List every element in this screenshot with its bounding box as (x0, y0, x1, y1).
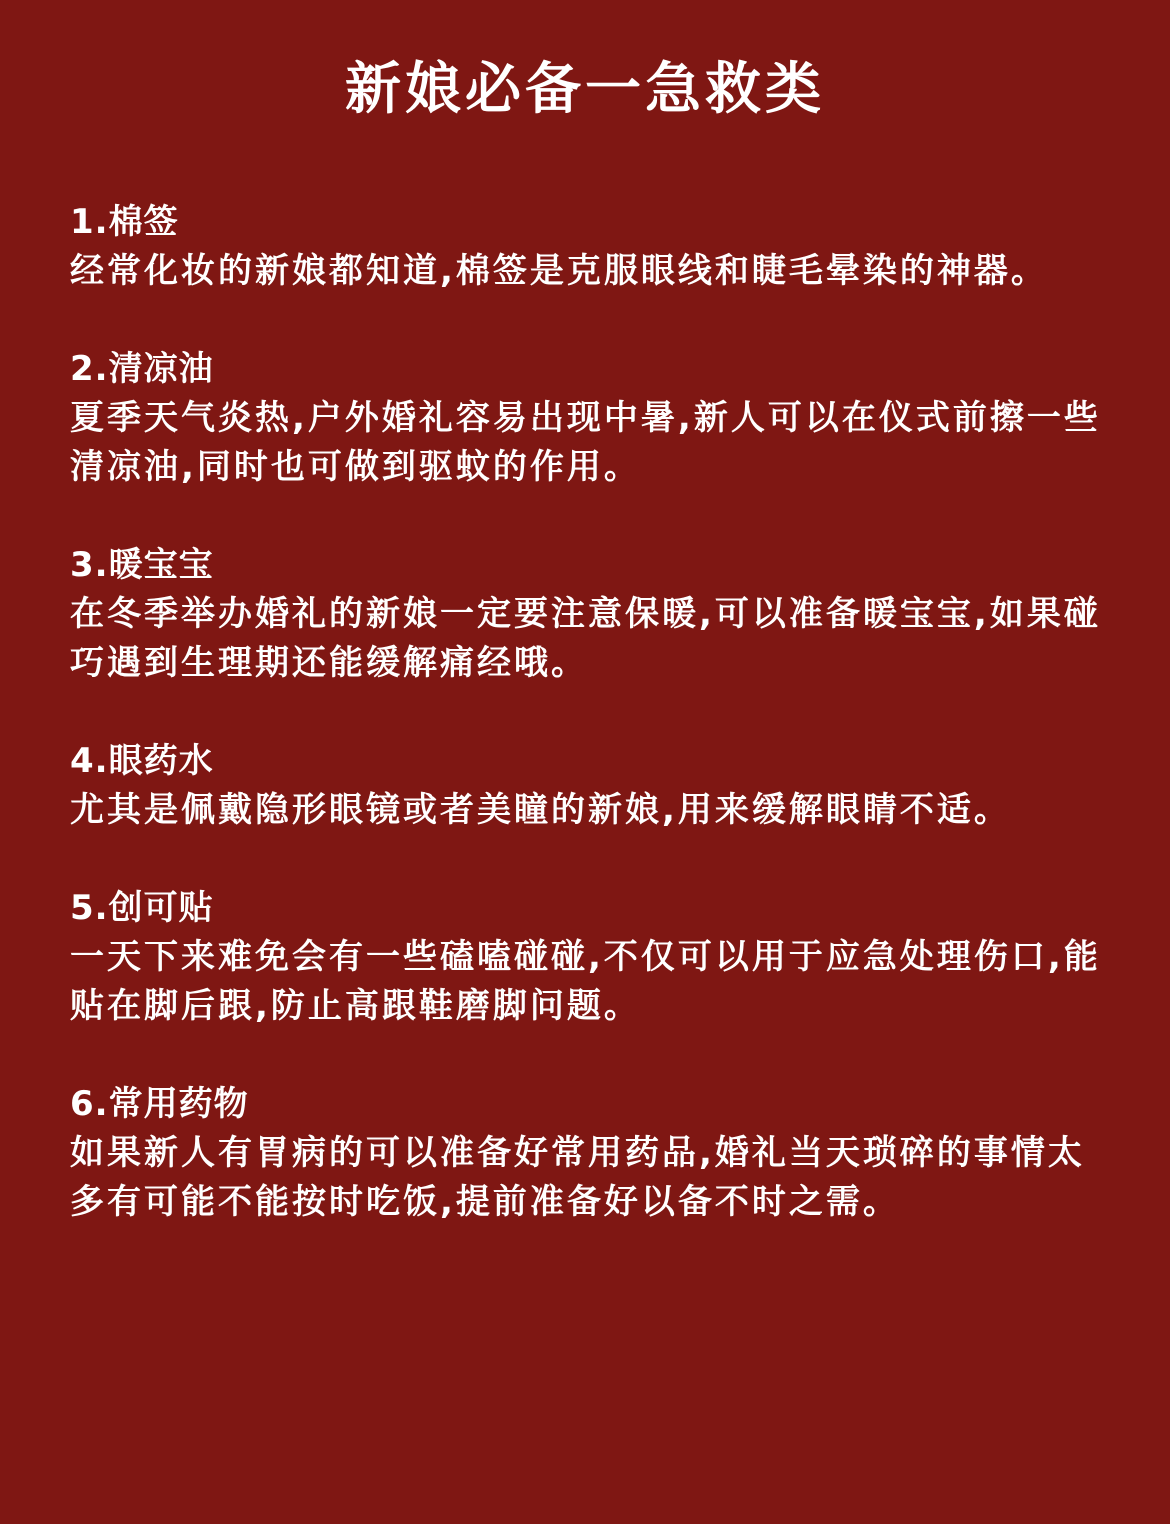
section-cotton-swab (70, 198, 1110, 296)
content (70, 198, 1110, 1276)
section-heading: 3.暖宝宝 (70, 545, 214, 585)
page-title: 新娘必备一急救类 (345, 57, 825, 122)
section-heading: 2.清凉油 (70, 349, 214, 389)
section-heading: 5.创可贴 (70, 888, 214, 928)
section-text: 尤其是佩戴隐形眼镜或者美瞳的新娘,用来缓解眼睛不适。 (70, 790, 1011, 830)
section-eye-drops (70, 737, 1110, 835)
section-text: 夏季天气炎热,户外婚礼容易出现中暑,新人可以在仪式前擦一些清凉油,同时也可做到驱蚊的作用。 (70, 398, 1101, 487)
section-band-aid (70, 884, 1110, 1031)
section-text: 一天下来难免会有一些磕嗑碰碰,不仅可以用于应急处理伤口,能贴在脚后跟,防止高跟鞋磨脚问题。 (70, 937, 1101, 1026)
section-text: 经常化妆的新娘都知道,棉签是克服眼线和睫毛晕染的神器。 (70, 251, 1048, 291)
section-heading: 6.常用药物 (70, 1084, 249, 1124)
section-cooling-balm (70, 345, 1110, 492)
section-text: 如果新人有胃病的可以准备好常用药品,婚礼当天琐碎的事情太多有可能不能按时吃饭,提前准备好以备不时之需。 (70, 1133, 1085, 1222)
section-heading: 1.棉签 (70, 202, 179, 242)
section-text: 在冬季举办婚礼的新娘一定要注意保暖,可以准备暖宝宝,如果碰巧遇到生理期还能缓解痛经哦。 (70, 594, 1101, 683)
section-common-medicine (70, 1080, 1110, 1227)
section-heat-pad (70, 541, 1110, 688)
section-heading: 4.眼药水 (70, 741, 214, 781)
